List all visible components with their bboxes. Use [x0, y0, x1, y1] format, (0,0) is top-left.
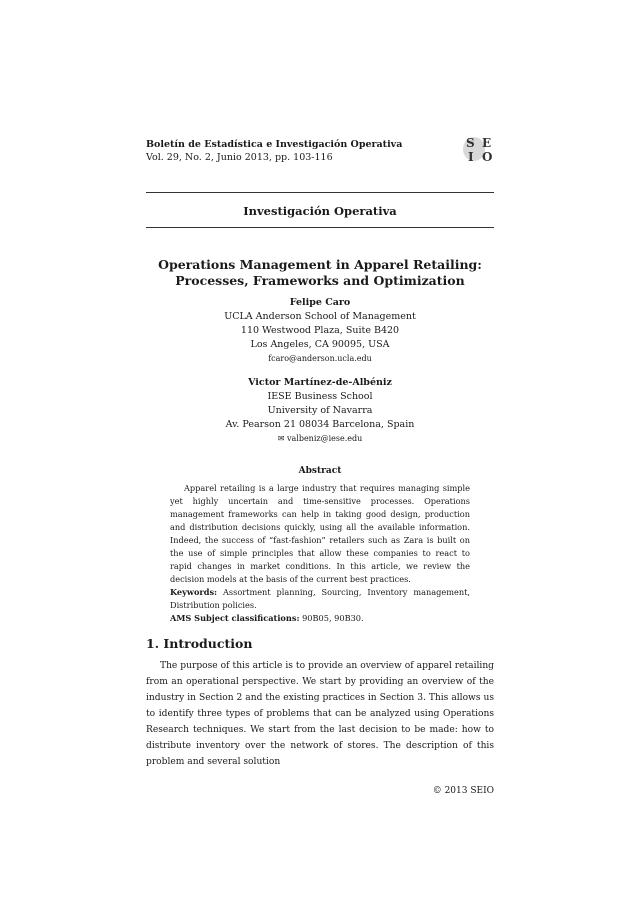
rule-bottom — [146, 227, 494, 228]
author-city: Los Angeles, CA 90095, USA — [250, 339, 390, 350]
author-email[interactable]: valbeniz@iese.edu — [286, 434, 363, 443]
envelope-icon: ✉ — [277, 434, 285, 443]
author-address: Av. Pearson 21 08034 Barcelona, Spain — [225, 419, 415, 430]
journal-volume: Vol. 29, No. 2, Junio 2013, pp. 103-116 — [146, 152, 333, 163]
ams-text: 90B05, 90B30. — [302, 613, 364, 623]
keywords-label: Keywords: — [170, 587, 218, 597]
logo-letter-s: S — [466, 136, 475, 150]
author-email[interactable]: fcaro@anderson.ucla.edu — [268, 354, 372, 363]
ams-classification — [170, 612, 470, 625]
author-email-line — [146, 432, 494, 446]
seio-logo — [460, 134, 500, 164]
author-affiliation: UCLA Anderson School of Management — [224, 311, 416, 322]
copyright-notice: © 2013 SEIO — [432, 786, 494, 796]
author-name: Felipe Caro — [289, 297, 351, 308]
author-block — [146, 296, 494, 446]
journal-name: Boletín de Estadística e Investigación Operativa — [146, 139, 403, 150]
author-affiliation: IESE Business School — [267, 391, 373, 402]
author-university: University of Navarra — [267, 405, 373, 416]
logo-letter-i: I — [468, 150, 474, 164]
section-heading: Investigación Operativa — [243, 204, 397, 218]
abstract-body: Apparel retailing is a large industry that requires managing simple yet highly uncertain and time-sensitive processes. Operations management frameworks can help in taking good design, production and distribution decisions quickly, using all the available information. Indeed, the success of “fast-fashion” retailers such as Zara is built on the use of simple principles that allow these companies to react to rapid changes in market conditions. In this article, we review the decision models at the basis of the current best practices. — [170, 483, 470, 584]
keywords — [170, 586, 470, 612]
ams-label: AMS Subject classifications: — [170, 613, 300, 623]
paper-title — [146, 257, 494, 289]
title-line-2: Processes, Frameworks and Optimization — [175, 273, 465, 288]
author-address: 110 Westwood Plaza, Suite B420 — [240, 325, 400, 336]
logo-letter-e: E — [482, 136, 492, 150]
introduction-body: The purpose of this article is to provide an overview of apparel retailing from an operational perspective. We start by providing an overview of the industry in Section 2 and the existing practices in Section 3. This allows us to identify three types of problems that can be analyzed using Operations Research techniques. We start from the last decision to be made: how to distribute inventory over the network of stores. The description of this problem and several solution — [146, 661, 494, 767]
logo-letter-o: O — [482, 150, 493, 164]
title-line-1: Operations Management in Apparel Retailing: — [158, 257, 482, 272]
abstract-heading: Abstract — [298, 466, 342, 476]
rule-top — [146, 192, 494, 193]
author-name: Victor Martínez-de-Albéniz — [248, 377, 392, 388]
introduction-heading: 1. Introduction — [146, 636, 253, 651]
keywords-text: Assortment planning, Sourcing, Inventory management, Distribution policies. — [170, 587, 470, 610]
journal-header — [146, 138, 476, 164]
